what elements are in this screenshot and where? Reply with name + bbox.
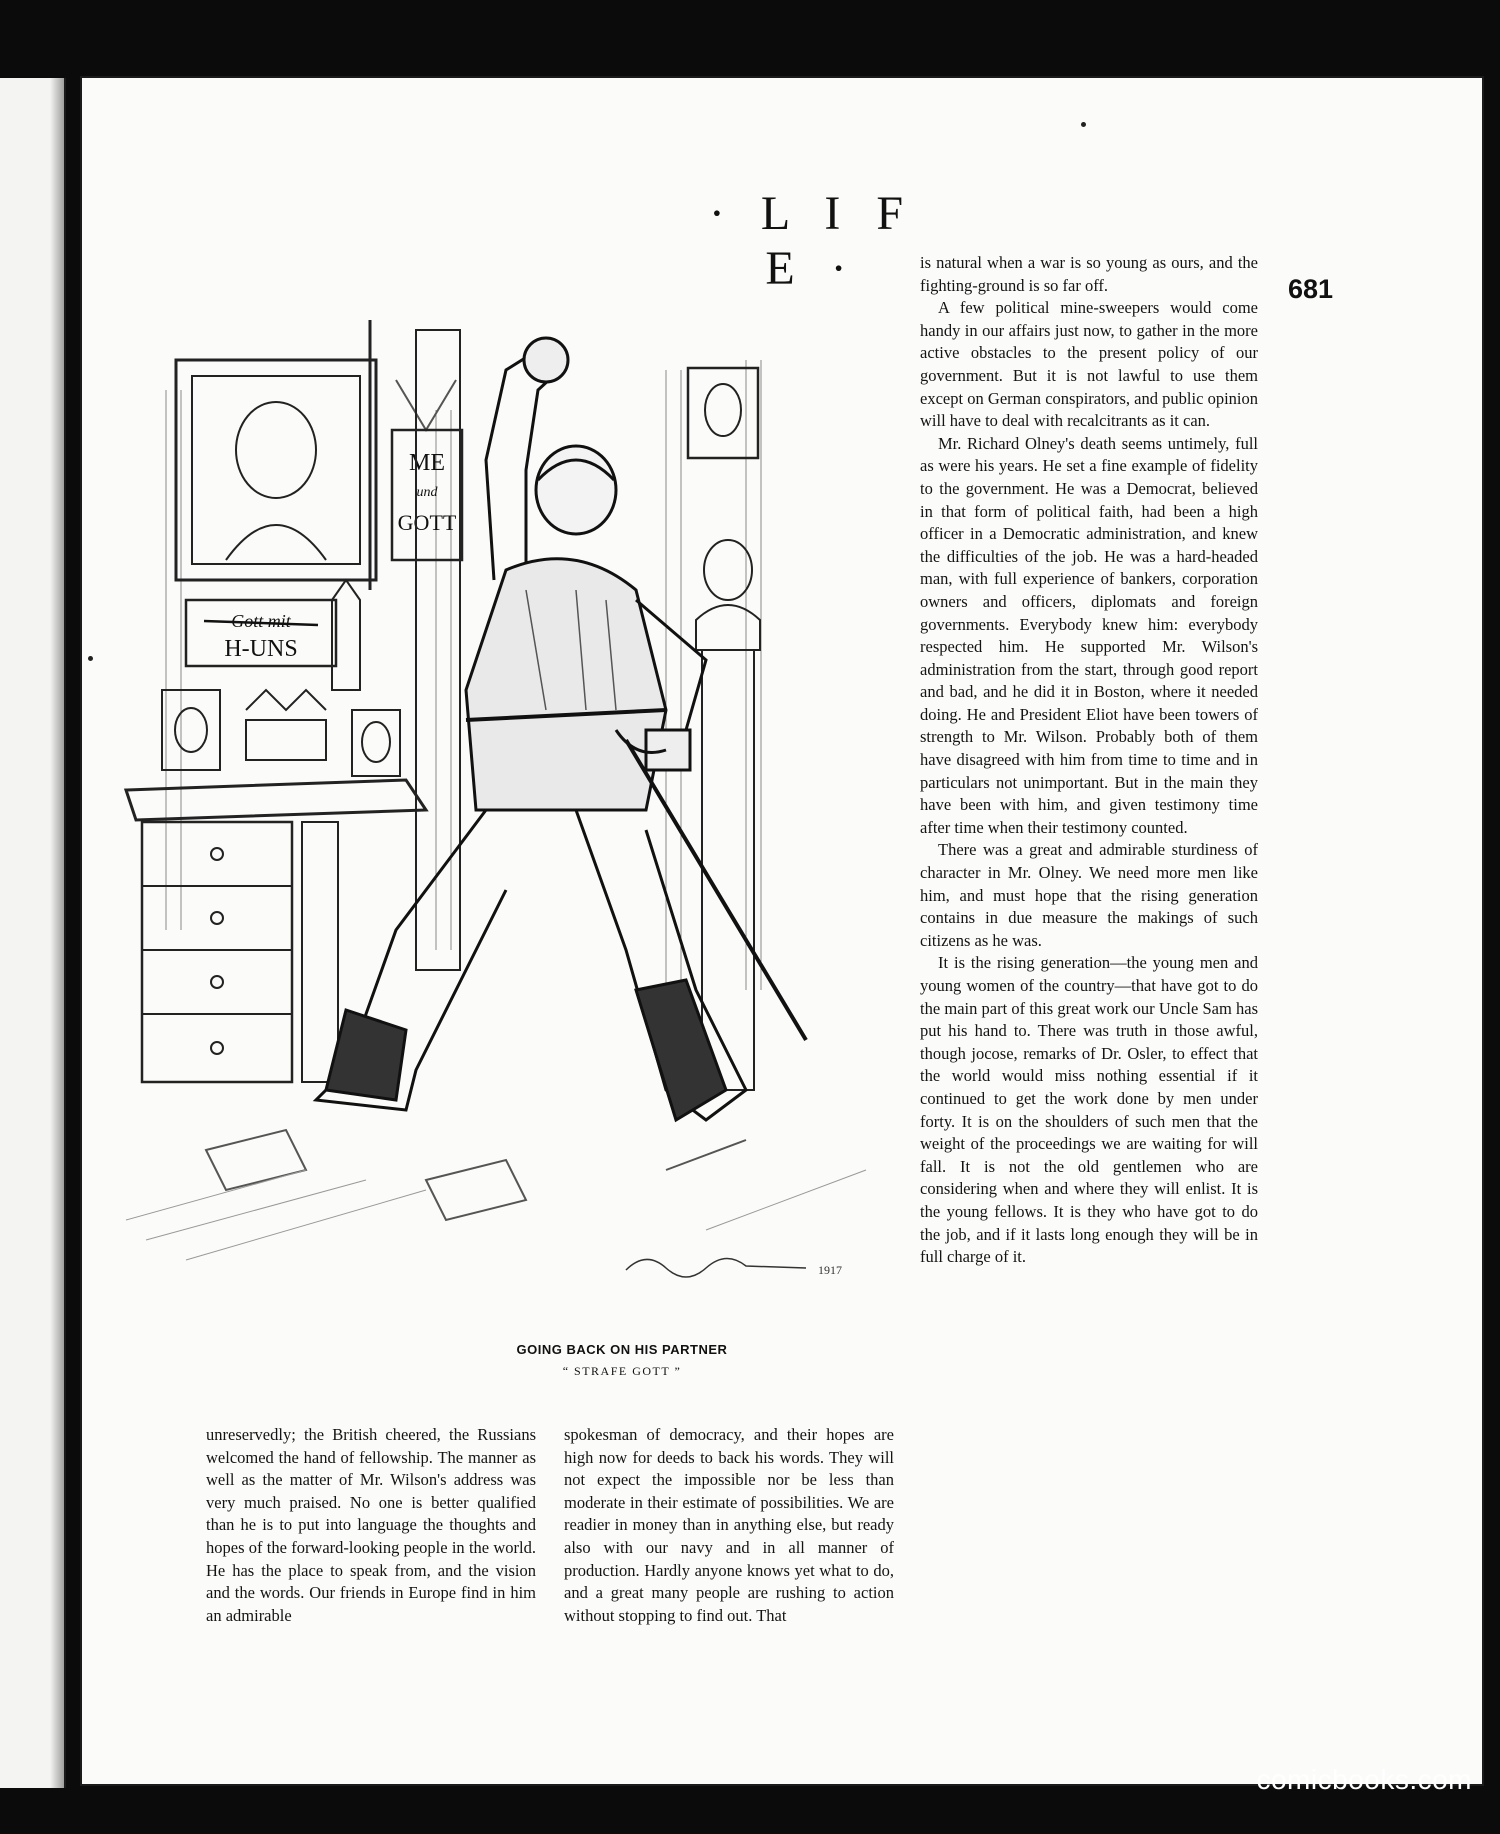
paragraph: spokesman of democracy, and their hopes are high now for deeds to back his words. They will not expect the impossible nor be less than moderate in their estimate of possibilities. We are readier in money than in anything else, but ready also with our navy and in all manner of production. Hardly anyone knows yet what to do, and a great many people are rushing to action without stopping to find out. That xyxy=(564,1425,894,1625)
cartoon-drawing xyxy=(106,290,896,1290)
article-column-1 xyxy=(206,1424,536,1627)
article-column-2 xyxy=(564,1424,894,1627)
site-watermark: comicbooks.com xyxy=(1256,1764,1472,1795)
cartoon-caption: GOING BACK ON HIS PARTNER xyxy=(516,1342,728,1357)
svg-text:GOTT: GOTT xyxy=(397,510,457,535)
print-speck xyxy=(1081,122,1086,127)
svg-text:ME: ME xyxy=(409,450,445,476)
paragraph: There was a great and admirable sturdiness of character in Mr. Olney. We need more men like him, and must hope that the rising generation contains in due measure the makings of such citizens as he was. xyxy=(920,840,1258,950)
page-number: 681 xyxy=(1288,274,1334,304)
adjacent-page-edge xyxy=(0,78,66,1788)
paragraph: is natural when a war is so young as ours, and the fighting-ground is so far off. xyxy=(920,253,1258,295)
paragraph: unreservedly; the British cheered, the Russians welcomed the hand of fellowship. The manner as well as the matter of Mr. Wilson's address was very much praised. No one is better qualified than he is to put into language the thoughts and hopes of the forward-looking people in the world. He has the place to speak from, and the vision and the words. Our friends in Europe find in him an admirable xyxy=(206,1425,536,1625)
cartoon-illustration xyxy=(106,290,896,1290)
cartoon-subcaption: “ STRAFE GOTT ” xyxy=(562,1364,682,1378)
svg-text:1917: 1917 xyxy=(818,1263,842,1277)
print-speck xyxy=(88,656,93,661)
svg-text:H-UNS: H-UNS xyxy=(224,636,298,662)
masthead: · L I F E · xyxy=(708,187,916,295)
paragraph: A few political mine-sweepers would come handy in our affairs just now, to gather in the more active obstacles to the present policy of our government. But it is not lawful to use them except on German conspirators, and public opinion will have to deal with recalcitrants as it can. xyxy=(920,298,1258,431)
paragraph: It is the rising generation—the young men and young women of the country—that have got to do the main part of this great work our Uncle Sam has put his hand to. There was truth in those awful, though jocose, remarks of Dr. Osler, to effect that the world would miss nothing essential if it continued to get the work done by men under forty. It is on the shoulders of such men that the weight of the proceedings we are waiting for will fall. It is not the old gentlemen who are considering when and where they will enlist. It is the young fellows. It is they who have got to do the job, and if it lasts long enough they will be in full charge of it. xyxy=(920,953,1258,1267)
article-column-3 xyxy=(920,252,1258,1269)
svg-text:Gott mit: Gott mit xyxy=(231,611,291,631)
magazine-page xyxy=(82,78,1482,1784)
svg-text:und: und xyxy=(416,485,438,500)
paragraph: Mr. Richard Olney's death seems untimely, full as were his years. He set a fine example of fidelity to the government. He was a Democrat, believed in that form of political faith, had been a high officer in a Democratic administration, and knew the difficulties of the job. He was a hard-headed man, with full experience of bankers, corporation owners and officers, diplomats and foreign governments. Everybody knew him: everybody respected him. He supported Mr. Wilson's administration from the start, through good report and bad, and he did it in Boston, where it needed doing. He and President Eliot have been towers of strength to Mr. Wilson. Probably both of them have disagreed with him from time to time and in particulars not unimportant. But in the main they have been with him, and given testimony time after time when their testimony counted. xyxy=(920,433,1258,837)
